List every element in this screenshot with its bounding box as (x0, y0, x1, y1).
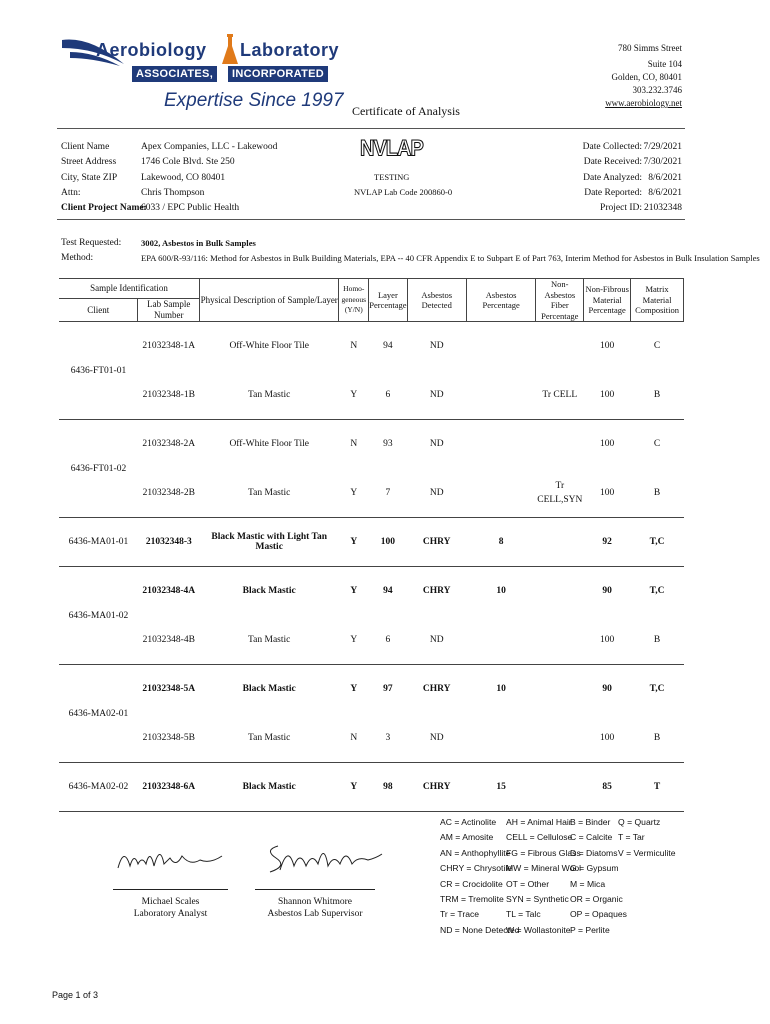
non-asbestos-fiber-value (536, 714, 584, 763)
asbestos-percentage-value (466, 371, 535, 420)
divider (57, 128, 685, 129)
matrix-value: B (653, 389, 661, 400)
lab-website-link[interactable]: www.aerobiology.net (605, 98, 682, 108)
non-fibrous-value: 100 (600, 439, 615, 450)
asbestos-percentage-header: Asbestos Percentage (466, 279, 535, 322)
table-row (59, 714, 684, 763)
legend-item: P = Perlite (570, 924, 610, 935)
non-fibrous-value: 100 (600, 634, 615, 645)
sample-description: Tan Mastic (248, 634, 291, 645)
matrix-value: C (653, 341, 661, 352)
date-received-value: 7/30/2021 (643, 157, 682, 168)
legend-item: FG = Fibrous Glass (506, 847, 581, 858)
table-row (59, 567, 684, 616)
non-fibrous-value: 85 (602, 782, 612, 792)
client-name-value: Apex Companies, LLC - Lakewood (141, 142, 278, 152)
homogeneous-value: Y (350, 537, 358, 547)
legend-item: SYN = Synthetic (506, 894, 569, 905)
supervisor-signature (258, 836, 388, 880)
homogeneous-value: Y (350, 684, 358, 695)
asbestos-detected-value: ND (429, 634, 444, 645)
layer-percentage-value: 94 (383, 341, 393, 352)
matrix-value: T,C (649, 684, 665, 695)
matrix-value: B (653, 732, 661, 743)
legend-item: T = Tar (618, 832, 645, 843)
lab-name-word-2: Laboratory (240, 40, 340, 60)
date-analyzed-label: Date Analyzed: (583, 172, 642, 183)
non-asbestos-fiber-header: Non-Asbestos Fiber Percentage (536, 279, 584, 322)
city-state-zip-label: City, State ZIP (61, 172, 118, 183)
test-requested-label: Test Requested: (61, 238, 122, 248)
layer-percentage-header: Layer Percentage (369, 279, 407, 322)
results-table (59, 278, 684, 812)
homogeneous-value: N (350, 341, 358, 352)
sample-identification-header: Sample Identification (59, 279, 200, 299)
sample-description: Black Mastic (242, 684, 296, 695)
asbestos-detected-value: ND (429, 389, 444, 400)
asbestos-detected-value: CHRY (422, 782, 451, 792)
sample-description: Tan Mastic (248, 389, 291, 400)
non-asbestos-fiber-value (536, 616, 584, 665)
homogeneous-value: N (350, 732, 358, 743)
client-header: Client (59, 298, 138, 321)
address-line: Golden, CO, 80401 (611, 72, 682, 82)
asbestos-percentage-value (466, 616, 535, 665)
homogeneous-value: Y (350, 782, 358, 792)
sample-description: Black Mastic (242, 782, 296, 792)
legend-item: Tr = Trace (440, 909, 480, 920)
client-sample-id: 6436-FT01-01 (59, 322, 138, 420)
legend-item: CHRY = Chrysotile (440, 863, 513, 874)
lab-sample-number: 21032348-4B (142, 634, 195, 645)
client-sample-id: 6436-MA01-01 (59, 518, 138, 567)
project-id-label: Project ID: (600, 203, 642, 214)
sample-description: Tan Mastic (248, 487, 291, 498)
homogeneous-value: Y (350, 634, 358, 645)
date-collected-value: 7/29/2021 (643, 142, 682, 152)
legend-item: AH = Animal Hair (506, 817, 572, 827)
analyst-title: Laboratory Analyst (133, 909, 208, 919)
legend-item: C = Calcite (570, 832, 613, 843)
divider (57, 219, 685, 220)
signature-line (113, 889, 228, 890)
layer-percentage-value: 100 (380, 537, 395, 547)
certificate-title: Certificate of Analysis (352, 104, 460, 118)
non-asbestos-fiber-value: Tr CELL (542, 389, 578, 400)
table-row (59, 469, 684, 518)
sample-description: Black Mastic (242, 586, 296, 597)
non-asbestos-fiber-value (536, 763, 584, 812)
legend-item: MW = Mineral Wool (506, 863, 582, 874)
sample-description: Black Mastic with Light Tan Mastic (211, 532, 327, 552)
analyst-name: Michael Scales (141, 897, 200, 907)
matrix-value: T,C (649, 586, 665, 597)
supervisor-block (255, 896, 375, 920)
layer-percentage-value: 93 (383, 439, 393, 450)
sample-description: Off-White Floor Tile (229, 439, 309, 450)
client-project-name-label: Client Project Name: (61, 203, 147, 214)
client-sample-id: 6436-FT01-02 (59, 420, 138, 518)
non-fibrous-value: 100 (600, 389, 615, 400)
lab-name-word-1: Aerobiology (96, 40, 207, 60)
table-row (59, 371, 684, 420)
attn-label: Attn: (61, 187, 81, 198)
project-id-value: 21032348 (644, 203, 682, 214)
asbestos-percentage-value: 8 (498, 537, 504, 547)
asbestos-percentage-value: 15 (496, 782, 506, 792)
flask-icon (220, 34, 240, 68)
asbestos-percentage-value (466, 322, 535, 371)
lab-sample-number: 21032348-5A (142, 684, 196, 695)
legend-item: CR = Crocidolite (440, 878, 503, 889)
lab-logo (60, 32, 350, 122)
asbestos-detected-value: CHRY (422, 586, 451, 597)
legend-item: V = Vermiculite (618, 847, 676, 858)
homogeneous-header: Homo- geneous (Y/N) (339, 279, 369, 322)
legend-item: TRM = Tremolite (440, 894, 504, 905)
lab-sample-number: 21032348-2A (142, 439, 196, 450)
layer-percentage-value: 94 (383, 586, 393, 597)
legend-item: ND = None Detected (440, 924, 520, 935)
lab-name-sub-1: ASSOCIATES, (132, 66, 217, 82)
layer-percentage-value: 6 (385, 634, 391, 645)
legend-item: M = Mica (570, 878, 606, 889)
city-state-zip-value: Lakewood, CO 80401 (141, 172, 226, 183)
layer-percentage-value: 3 (385, 732, 391, 743)
lab-sample-number: 21032348-4A (142, 586, 196, 597)
layer-percentage-value: 97 (383, 684, 393, 695)
non-fibrous-value: 100 (600, 487, 615, 498)
asbestos-percentage-value (466, 469, 535, 518)
test-values (141, 236, 760, 267)
client-sample-id: 6436-MA02-02 (59, 763, 138, 812)
sample-description: Off-White Floor Tile (229, 341, 309, 352)
lab-sample-number-header: Lab Sample Number (138, 298, 200, 321)
client-sample-id: 6436-MA02-01 (59, 665, 138, 763)
legend-item: OR = Organic (570, 894, 623, 905)
analyst-block (113, 896, 228, 920)
asbestos-percentage-value (466, 714, 535, 763)
lab-address (605, 42, 682, 110)
homogeneous-value: Y (350, 389, 358, 400)
address-line: Suite 104 (647, 59, 682, 69)
non-asbestos-fiber-value: Tr CELL,SYN (537, 480, 583, 505)
client-project-name-value: 6033 / EPC Public Health (141, 203, 240, 214)
lab-sample-number: 21032348-2B (142, 487, 195, 498)
legend-item: TL = Talc (506, 909, 541, 920)
layer-percentage-value: 98 (383, 782, 393, 792)
analyst-signature (110, 838, 230, 878)
legend-item: W = Wollastonite (506, 924, 571, 935)
asbestos-detected-value: ND (429, 341, 444, 352)
method-value: EPA 600/R-93/116: Method for Asbestos in Bulk Building Materials, EPA -- 40 CFR Appendix E to Subpart E of Part 763, Interim Method for Asbestos in Bulk Insulation Samples (141, 253, 760, 264)
test-labels (61, 236, 121, 267)
non-fibrous-value: 90 (602, 586, 612, 597)
client-labels (61, 140, 147, 216)
street-address-value: 1746 Cole Blvd. Ste 250 (141, 157, 235, 168)
matrix-value: B (653, 487, 661, 498)
homogeneous-value: Y (350, 487, 358, 498)
physical-description-header: Physical Description of Sample/Layer (200, 279, 339, 322)
legend-item: CELL = Cellulose (506, 832, 573, 843)
results-body (59, 322, 684, 812)
date-collected-label: Date Collected: (582, 142, 642, 152)
lab-sample-number: 21032348-3 (145, 537, 192, 547)
page-number: Page 1 of 3 (52, 990, 99, 1000)
sample-description: Tan Mastic (248, 732, 291, 743)
layer-percentage-value: 7 (385, 487, 391, 498)
asbestos-detected-value: ND (429, 487, 444, 498)
legend-item: OT = Other (506, 878, 550, 889)
table-row (59, 322, 684, 371)
legend-item: AM = Amosite (440, 832, 494, 843)
legend-item: Q = Quartz (618, 817, 661, 827)
table-row (59, 665, 684, 714)
homogeneous-value: Y (350, 586, 358, 597)
non-fibrous-value: 100 (600, 732, 615, 743)
matrix-value: B (653, 634, 661, 645)
lab-sample-number: 21032348-5B (142, 732, 195, 743)
matrix-value: C (653, 439, 661, 450)
legend-item: D = Diatoms (570, 847, 618, 858)
legend-column (618, 815, 676, 861)
lab-name-sub-2: INCORPORATED (228, 66, 328, 82)
lab-sample-number: 21032348-1A (142, 341, 196, 352)
legend-item: AN = Anthophyllite (440, 847, 511, 858)
date-labels (583, 140, 642, 216)
matrix-value: T,C (649, 537, 665, 547)
matrix-header: Matrix Material Composition (631, 279, 684, 322)
non-fibrous-value: 90 (602, 684, 612, 695)
signature-line (255, 889, 375, 890)
lab-sample-number: 21032348-1B (142, 389, 195, 400)
nvlap-block (360, 136, 423, 162)
non-asbestos-fiber-value (536, 567, 584, 616)
non-asbestos-fiber-value (536, 420, 584, 469)
asbestos-percentage-value (466, 420, 535, 469)
nvlap-testing: TESTING (374, 172, 410, 182)
nvlap-logo: NVLAP (360, 136, 423, 162)
non-asbestos-fiber-value (536, 322, 584, 371)
layer-percentage-value: 6 (385, 389, 391, 400)
date-reported-label: Date Reported: (584, 187, 642, 198)
asbestos-percentage-value: 10 (496, 684, 506, 695)
date-received-label: Date Received: (583, 157, 642, 168)
non-fibrous-value: 92 (602, 537, 612, 547)
supervisor-title: Asbestos Lab Supervisor (267, 909, 363, 919)
lab-tagline: Expertise Since 1997 (164, 90, 344, 111)
date-analyzed-value: 8/6/2021 (648, 172, 682, 183)
supervisor-name: Shannon Whitmore (278, 897, 352, 907)
method-label: Method: (61, 253, 94, 264)
asbestos-detected-value: ND (429, 732, 444, 743)
address-line: 780 Simms Street (617, 43, 682, 53)
attn-value: Chris Thompson (141, 187, 205, 198)
asbestos-detected-value: ND (429, 439, 444, 450)
non-asbestos-fiber-value (536, 518, 584, 567)
lab-sample-number: 21032348-6A (142, 782, 196, 792)
non-fibrous-value: 100 (600, 341, 615, 352)
table-row (59, 616, 684, 665)
homogeneous-value: N (350, 439, 358, 450)
non-asbestos-fiber-value (536, 665, 584, 714)
non-fibrous-header: Non-Fibrous Material Percentage (584, 279, 631, 322)
table-row (59, 420, 684, 469)
client-values (141, 140, 277, 216)
table-row (59, 518, 684, 567)
client-name-label: Client Name (61, 142, 110, 152)
asbestos-detected-value: CHRY (422, 537, 451, 547)
street-address-label: Street Address (61, 157, 117, 168)
legend-item: AC = Actinolite (440, 817, 497, 827)
asbestos-detected-header: Asbestos Detected (407, 279, 466, 322)
nvlap-lab-code: NVLAP Lab Code 200860-0 (354, 187, 453, 197)
address-line: 303.232.3746 (632, 85, 682, 95)
asbestos-detected-value: CHRY (422, 684, 451, 695)
matrix-value: T (653, 782, 661, 792)
client-sample-id: 6436-MA01-02 (59, 567, 138, 665)
table-row (59, 763, 684, 812)
date-values (643, 140, 682, 216)
date-reported-value: 8/6/2021 (648, 187, 682, 198)
legend-item: G = Gypsum (570, 863, 619, 874)
asbestos-percentage-value: 10 (496, 586, 506, 597)
legend-item: OP = Opaques (570, 909, 627, 920)
test-requested-value: 3002, Asbestos in Bulk Samples (141, 238, 256, 248)
legend-item: B = Binder (570, 817, 611, 827)
